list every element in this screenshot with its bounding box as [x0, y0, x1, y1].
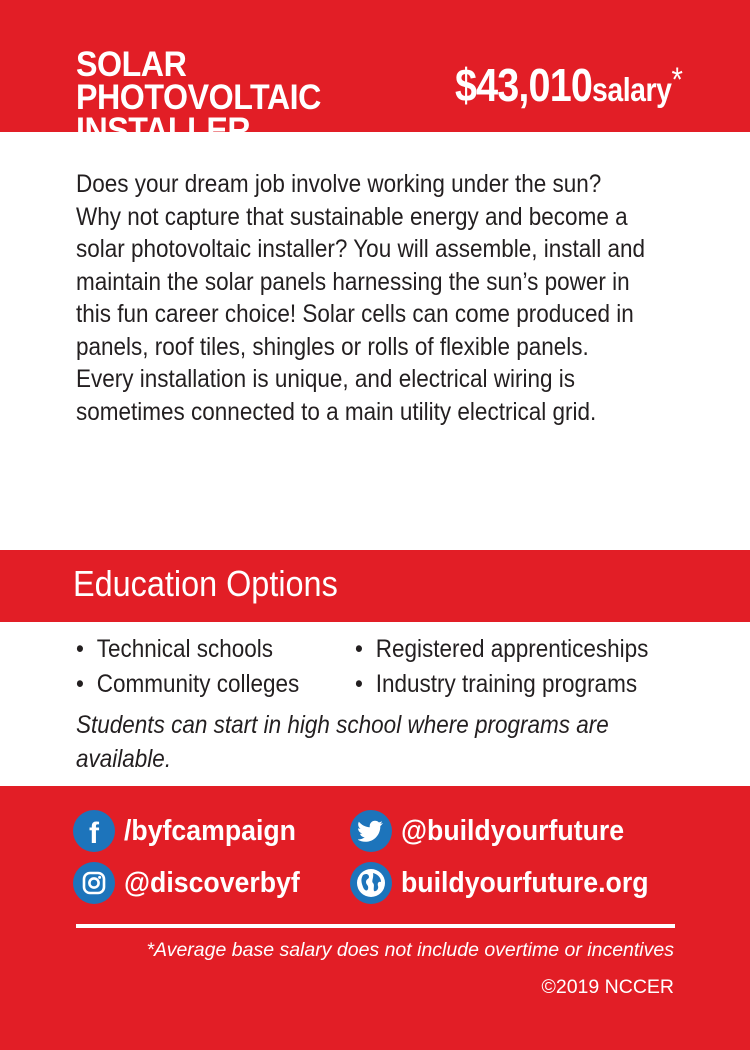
instagram-link[interactable]	[73, 862, 315, 904]
list-item: • Technical schools	[76, 632, 299, 667]
job-title-line2: INSTALLER	[76, 111, 251, 150]
list-item: • Industry training programs	[355, 667, 648, 702]
facebook-link[interactable]	[73, 810, 311, 852]
twitter-icon	[350, 810, 392, 852]
svg-text:f: f	[89, 817, 99, 850]
job-description: Does your dream job involve working under the sun? Why not capture that sustainable energy and become a solar photovoltaic installer? You will assemble, install and maintain the solar panels harnessing the sun’s power in this fun career choice! Solar cells can come produced in panels, roof tiles, shingles or rolls of flexible panels. Every installation is unique, and electrical wiring is sometimes connected to a main utility electrical grid.	[76, 170, 646, 426]
salary-disclaimer: *Average base salary does not include overtime or incentives	[146, 939, 674, 961]
salary	[455, 58, 683, 112]
salary-label: salary	[591, 71, 672, 108]
list-item: • Registered apprenticeships	[355, 632, 648, 667]
copyright: ©2019 NCCER	[541, 976, 674, 998]
salary-asterisk: *	[671, 61, 683, 99]
salary-amount: $43,010	[455, 59, 592, 111]
twitter-link[interactable]	[350, 810, 644, 852]
instagram-handle: @discoverbyf	[124, 866, 300, 899]
twitter-handle: @buildyourfuture	[401, 814, 625, 847]
globe-icon	[350, 862, 392, 904]
job-title-line1: SOLAR PHOTOVOLTAIC	[76, 45, 321, 117]
facebook-icon	[73, 810, 115, 852]
job-title	[76, 45, 426, 150]
footer-divider	[76, 924, 675, 928]
education-list-left	[76, 632, 299, 702]
education-list-right	[355, 632, 648, 702]
education-heading: Education Options	[73, 563, 338, 604]
website-handle: buildyourfuture.org	[401, 866, 649, 899]
instagram-icon	[73, 862, 115, 904]
education-note: Students can start in high school where programs are available.	[76, 711, 609, 773]
list-item: • Community colleges	[76, 667, 299, 702]
header-band	[0, 0, 750, 150]
website-link[interactable]	[350, 862, 670, 904]
facebook-handle: /byfcampaign	[124, 814, 296, 847]
